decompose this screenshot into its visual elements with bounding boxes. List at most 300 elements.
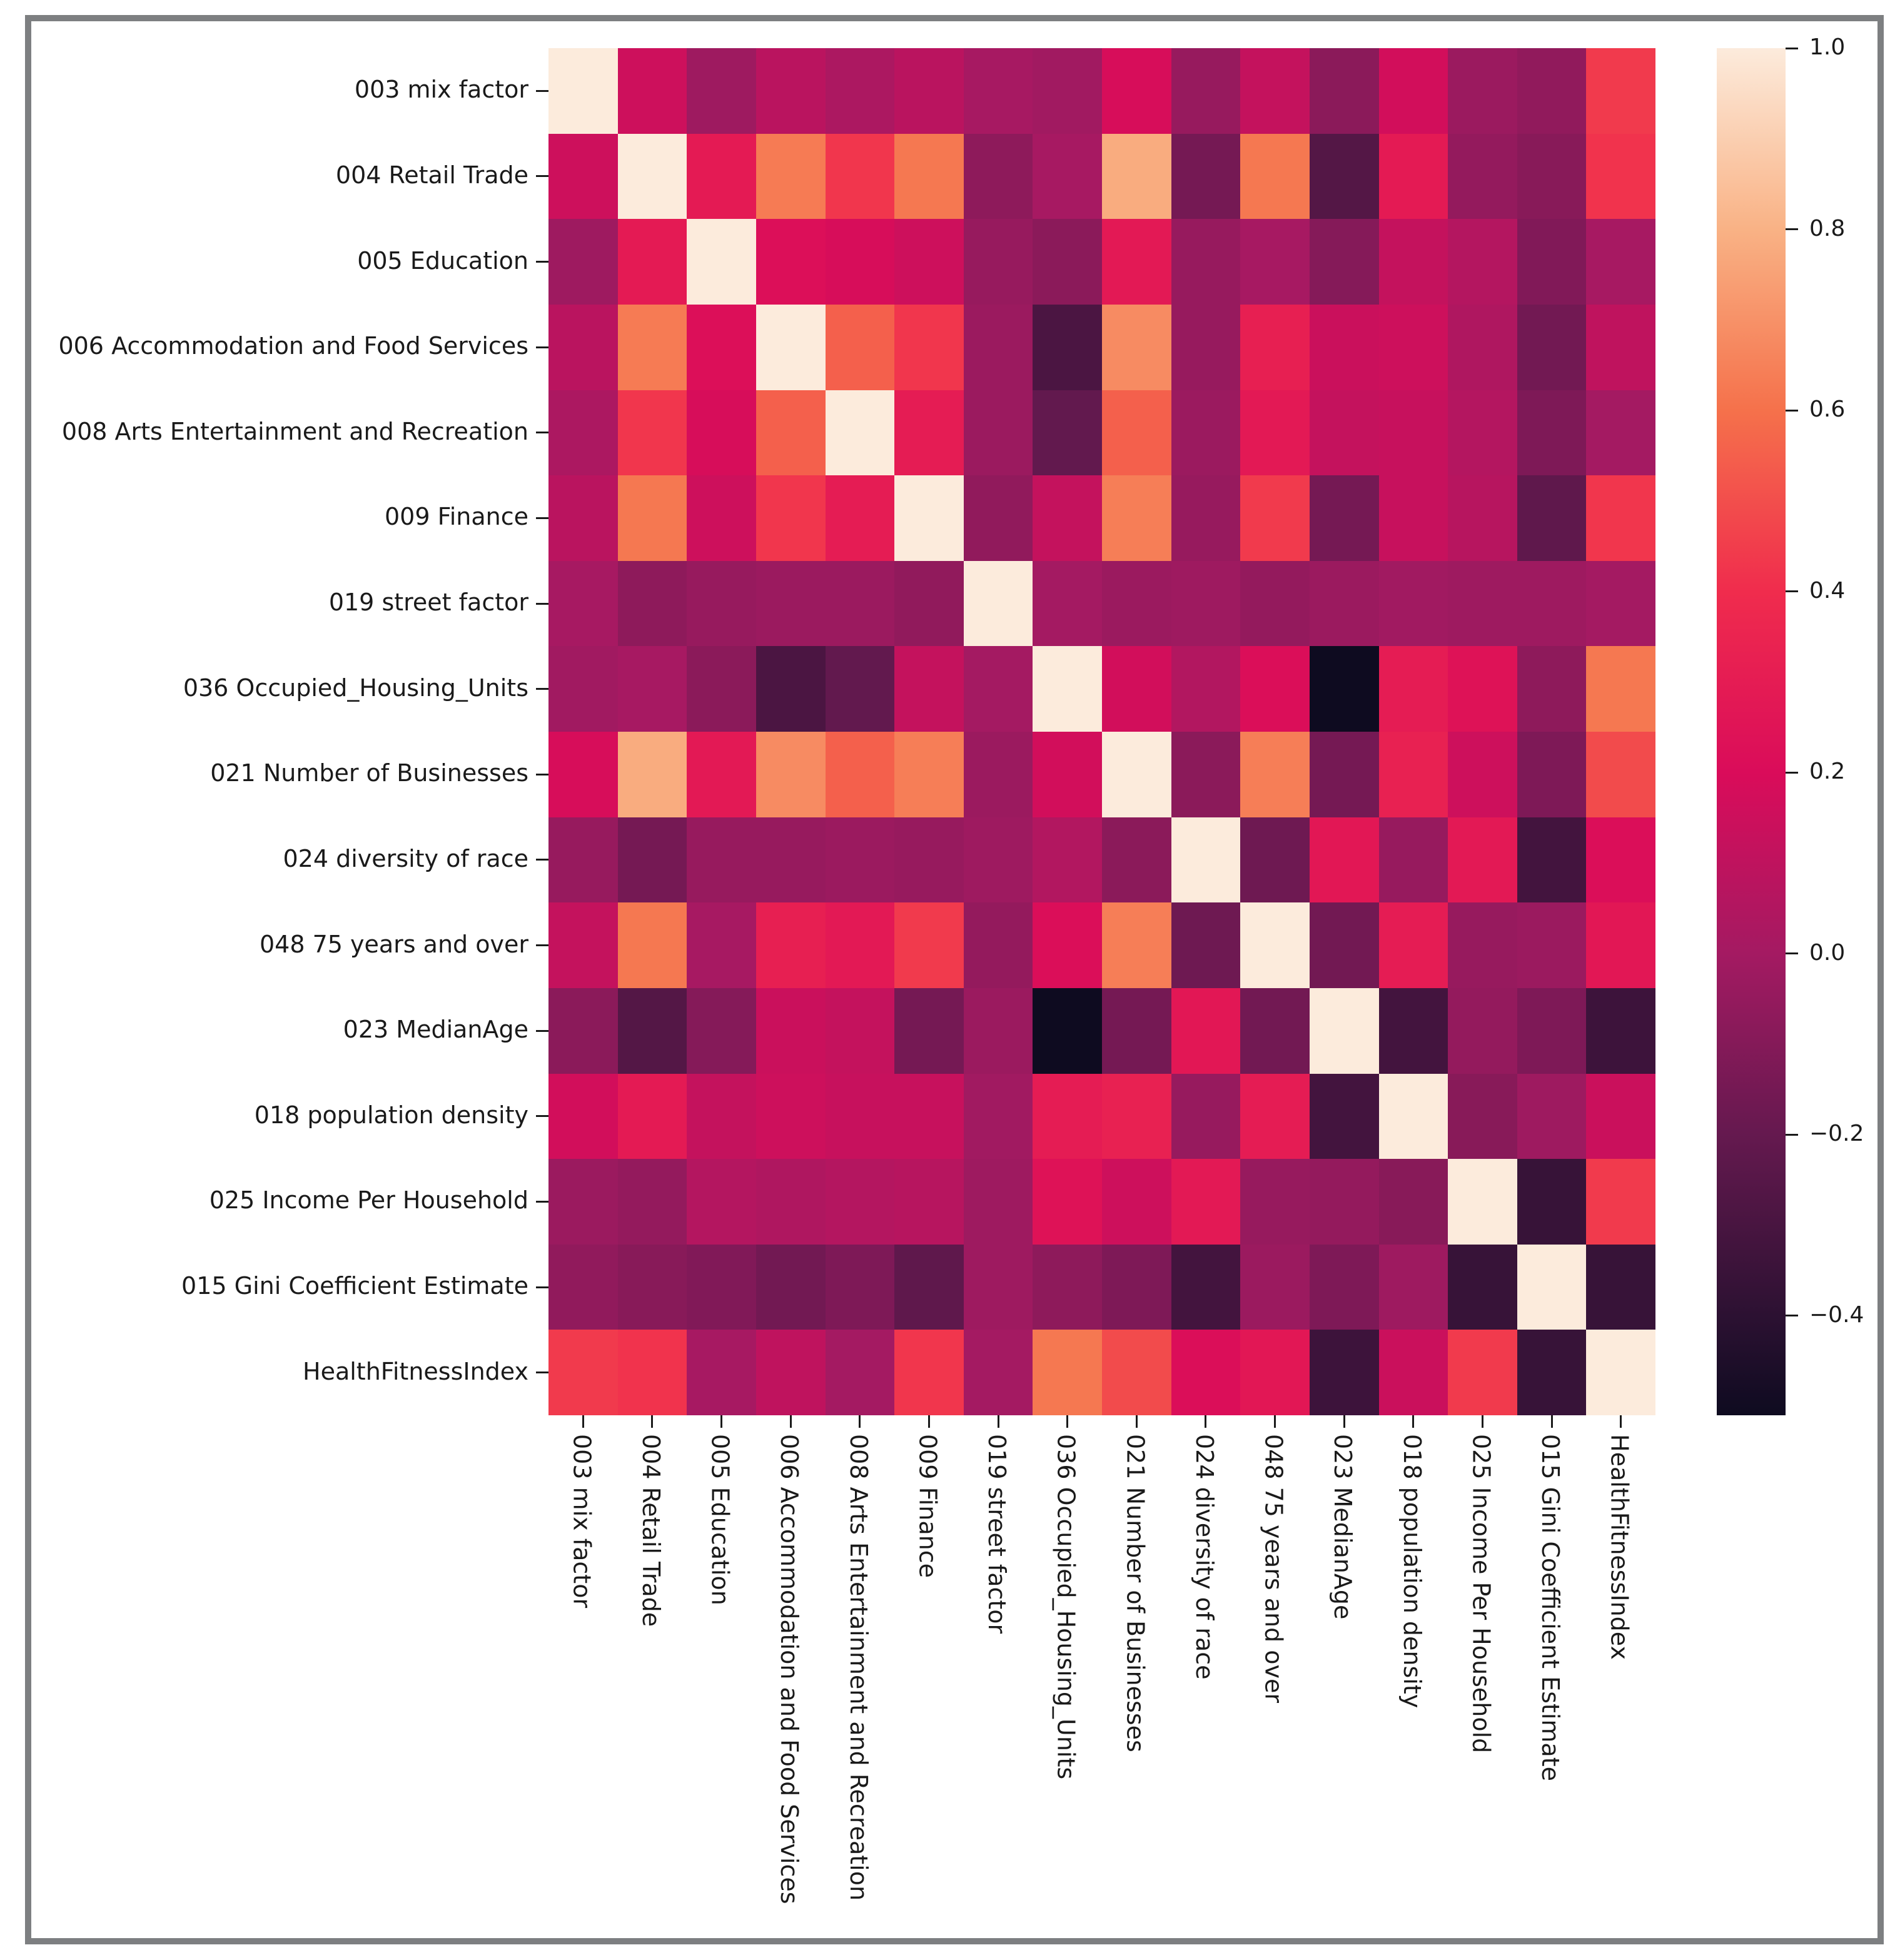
heatmap-cell (1586, 134, 1655, 220)
heatmap-cell (826, 390, 895, 476)
heatmap-cell (687, 817, 756, 903)
y-axis-tick (536, 1371, 548, 1373)
y-axis-tick (536, 90, 548, 92)
heatmap-cell (1310, 475, 1379, 561)
x-axis-tick (1066, 1415, 1068, 1428)
heatmap-cell (1240, 475, 1310, 561)
heatmap-cell (1517, 902, 1587, 988)
x-axis-tick (1482, 1415, 1483, 1428)
heatmap-cell (894, 219, 964, 305)
heatmap-cell (1310, 561, 1379, 647)
heatmap-cell (1033, 305, 1102, 390)
heatmap-cell (1379, 817, 1448, 903)
y-axis-tick (536, 688, 548, 690)
heatmap-cell (1033, 134, 1102, 220)
heatmap-cell (964, 475, 1033, 561)
heatmap-cell (964, 1074, 1033, 1159)
heatmap-cell (894, 988, 964, 1074)
heatmap-cell (618, 1159, 687, 1245)
heatmap-cell (618, 1074, 687, 1159)
heatmap-cell (1310, 646, 1379, 732)
y-axis-tick (536, 1201, 548, 1203)
colorbar-tick (1786, 952, 1798, 954)
heatmap-cell (1586, 1330, 1655, 1415)
colorbar-tick-label: 0.4 (1809, 577, 1846, 604)
heatmap-cell (1033, 1159, 1102, 1245)
heatmap-cell (1240, 1159, 1310, 1245)
heatmap-cell (1379, 390, 1448, 476)
heatmap-cell (964, 1159, 1033, 1245)
heatmap-cell (826, 1074, 895, 1159)
heatmap-cell (1379, 1330, 1448, 1415)
heatmap-cell (826, 732, 895, 817)
colorbar-tick (1786, 410, 1798, 412)
y-axis-label: 021 Number of Businesses (210, 759, 528, 787)
heatmap-cell (618, 646, 687, 732)
heatmap-cell (1240, 1330, 1310, 1415)
colorbar-tick (1786, 228, 1798, 230)
x-axis-label: 025 Income Per Household (1467, 1434, 1495, 1754)
y-axis-tick (536, 432, 548, 433)
heatmap-cell (1310, 1330, 1379, 1415)
x-axis-tick (790, 1415, 792, 1428)
heatmap-cell (1102, 1074, 1171, 1159)
heatmap-cell (1310, 732, 1379, 817)
heatmap-cell (618, 732, 687, 817)
y-axis-label: 003 mix factor (354, 76, 528, 104)
heatmap-cell (1379, 305, 1448, 390)
heatmap-cell (1240, 1074, 1310, 1159)
y-axis-tick (536, 603, 548, 605)
heatmap-cell (618, 475, 687, 561)
heatmap-cell (894, 817, 964, 903)
heatmap-cell (1171, 1245, 1241, 1330)
x-axis-label: 024 diversity of race (1190, 1434, 1218, 1680)
y-axis-label: 015 Gini Coefficient Estimate (181, 1272, 528, 1300)
heatmap-cell (618, 1245, 687, 1330)
heatmap-cell (1586, 988, 1655, 1074)
heatmap-cell (1379, 732, 1448, 817)
heatmap-cell (1310, 817, 1379, 903)
colorbar-tick (1786, 590, 1798, 592)
heatmap-cell (618, 219, 687, 305)
heatmap-cell (1171, 475, 1241, 561)
heatmap-cell (1240, 988, 1310, 1074)
heatmap-cell (687, 475, 756, 561)
heatmap-cell (1517, 817, 1587, 903)
heatmap-cell (1586, 1074, 1655, 1159)
heatmap-cell (687, 1330, 756, 1415)
heatmap-cell (964, 817, 1033, 903)
heatmap-cell (1448, 732, 1517, 817)
heatmap-cell (1586, 1159, 1655, 1245)
heatmap-cell (687, 1074, 756, 1159)
heatmap-cell (1033, 219, 1102, 305)
heatmap-cell (1517, 134, 1587, 220)
heatmap-cell (1310, 1074, 1379, 1159)
heatmap-cell (548, 48, 618, 134)
heatmap-cell (826, 1245, 895, 1330)
heatmap-cell (1379, 134, 1448, 220)
heatmap-cell (1379, 219, 1448, 305)
heatmap-cell (1586, 48, 1655, 134)
heatmap-cell (1310, 988, 1379, 1074)
heatmap-cell (1171, 646, 1241, 732)
heatmap-cell (756, 1245, 826, 1330)
heatmap-cell (1586, 732, 1655, 817)
heatmap-cell (964, 1245, 1033, 1330)
heatmap-cell (548, 1074, 618, 1159)
heatmap-cell (1240, 1245, 1310, 1330)
heatmap-cell (687, 902, 756, 988)
heatmap-cell (1448, 1245, 1517, 1330)
heatmap-cell (548, 219, 618, 305)
heatmap-cell (687, 1245, 756, 1330)
heatmap-cell (1448, 988, 1517, 1074)
heatmap-cell (894, 390, 964, 476)
heatmap-cell (1448, 902, 1517, 988)
heatmap-cell (1586, 646, 1655, 732)
x-axis-tick (1412, 1415, 1414, 1428)
heatmap-cell (548, 646, 618, 732)
heatmap-cell (1448, 390, 1517, 476)
y-axis-label: 048 75 years and over (259, 930, 528, 958)
x-axis-tick (1205, 1415, 1206, 1428)
heatmap-cell (1033, 988, 1102, 1074)
heatmap-cell (1171, 1330, 1241, 1415)
heatmap-cell (1379, 1074, 1448, 1159)
heatmap-cell (1310, 1159, 1379, 1245)
heatmap-cell (1171, 561, 1241, 647)
heatmap-cell (1379, 646, 1448, 732)
heatmap-cell (1448, 134, 1517, 220)
heatmap-cell (1448, 1330, 1517, 1415)
heatmap-cell (1448, 475, 1517, 561)
x-axis-tick (582, 1415, 584, 1428)
heatmap-cell (548, 1330, 618, 1415)
y-axis-tick (536, 346, 548, 348)
x-axis-label: 008 Arts Entertainment and Recreation (844, 1434, 872, 1901)
heatmap-cell (1379, 561, 1448, 647)
heatmap-cell (1586, 305, 1655, 390)
colorbar-tick (1786, 1315, 1798, 1316)
heatmap-cell (826, 219, 895, 305)
heatmap-cell (1448, 305, 1517, 390)
heatmap-cell (1171, 390, 1241, 476)
heatmap-cell (756, 390, 826, 476)
heatmap-cell (826, 646, 895, 732)
heatmap-cell (1586, 817, 1655, 903)
heatmap-cell (756, 475, 826, 561)
heatmap-cell (618, 1330, 687, 1415)
heatmap-cell (1517, 561, 1587, 647)
heatmap-cell (1379, 1159, 1448, 1245)
y-axis-tick (536, 774, 548, 775)
heatmap-cell (964, 134, 1033, 220)
heatmap-cell (1379, 48, 1448, 134)
heatmap-cell (964, 902, 1033, 988)
heatmap-cell (687, 390, 756, 476)
heatmap-cell (1310, 390, 1379, 476)
colorbar-tick-label: 0.6 (1809, 397, 1846, 423)
x-axis-label: 003 mix factor (568, 1434, 596, 1609)
y-axis-tick (536, 1115, 548, 1117)
heatmap-cell (756, 1074, 826, 1159)
heatmap-cell (1517, 48, 1587, 134)
heatmap-cell (1171, 817, 1241, 903)
heatmap-cell (1102, 732, 1171, 817)
heatmap-cell (1379, 902, 1448, 988)
heatmap-cell (756, 305, 826, 390)
heatmap-cell (1171, 1159, 1241, 1245)
heatmap-cell (1102, 1159, 1171, 1245)
heatmap-cell (618, 561, 687, 647)
y-axis-tick (536, 517, 548, 519)
heatmap-cell (1517, 390, 1587, 476)
colorbar-tick-label: 0.2 (1809, 759, 1846, 785)
heatmap-cell (1033, 1074, 1102, 1159)
x-axis-tick (859, 1415, 861, 1428)
colorbar-tick (1786, 772, 1798, 774)
heatmap-grid (548, 48, 1655, 1415)
heatmap-cell (1033, 475, 1102, 561)
x-axis-tick (651, 1415, 653, 1428)
heatmap-cell (618, 902, 687, 988)
x-axis-label: 018 population density (1398, 1434, 1426, 1709)
heatmap-cell (687, 305, 756, 390)
heatmap-cell (894, 1245, 964, 1330)
heatmap-cell (1448, 561, 1517, 647)
heatmap-cell (826, 305, 895, 390)
heatmap-cell (548, 1245, 618, 1330)
heatmap-cell (826, 817, 895, 903)
heatmap-cell (1240, 732, 1310, 817)
heatmap-cell (1240, 219, 1310, 305)
heatmap-cell (826, 48, 895, 134)
heatmap-cell (1517, 732, 1587, 817)
x-axis-tick (720, 1415, 722, 1428)
y-axis-label: 025 Income Per Household (209, 1186, 528, 1215)
heatmap-cell (826, 1330, 895, 1415)
heatmap-cell (618, 988, 687, 1074)
heatmap-cell (1102, 390, 1171, 476)
x-axis-label: 005 Education (706, 1434, 734, 1605)
colorbar-tick (1786, 1134, 1798, 1136)
heatmap-cell (1033, 817, 1102, 903)
heatmap-cell (1448, 48, 1517, 134)
heatmap-cell (1171, 902, 1241, 988)
x-axis-tick (1343, 1415, 1345, 1428)
heatmap-cell (548, 561, 618, 647)
heatmap-cell (1102, 1330, 1171, 1415)
heatmap-cell (1240, 134, 1310, 220)
heatmap-cell (1586, 475, 1655, 561)
heatmap-cell (1310, 48, 1379, 134)
heatmap-cell (548, 475, 618, 561)
heatmap-cell (618, 48, 687, 134)
heatmap-cell (1102, 1245, 1171, 1330)
heatmap-cell (1171, 305, 1241, 390)
heatmap-cell (1102, 988, 1171, 1074)
y-axis-label: 009 Finance (385, 503, 528, 531)
heatmap-cell (894, 48, 964, 134)
heatmap-cell (1033, 1245, 1102, 1330)
heatmap-cell (894, 1074, 964, 1159)
y-axis-label: 024 diversity of race (283, 844, 528, 872)
heatmap-cell (1102, 475, 1171, 561)
heatmap-cell (1586, 390, 1655, 476)
heatmap-cell (894, 646, 964, 732)
heatmap-cell (1102, 561, 1171, 647)
heatmap-cell (548, 390, 618, 476)
heatmap-cell (894, 475, 964, 561)
y-axis-label: 008 Arts Entertainment and Recreation (61, 417, 528, 445)
heatmap-cell (687, 1159, 756, 1245)
heatmap-cell (548, 817, 618, 903)
heatmap-cell (1240, 646, 1310, 732)
y-axis-tick (536, 859, 548, 861)
x-axis-label: 036 Occupied_Housing_Units (1052, 1434, 1080, 1780)
heatmap-cell (687, 48, 756, 134)
heatmap-cell (687, 561, 756, 647)
colorbar-tick-label: 0.8 (1809, 215, 1846, 241)
heatmap-cell (1102, 902, 1171, 988)
heatmap-cell (548, 1159, 618, 1245)
heatmap-cell (1102, 134, 1171, 220)
heatmap-cell (894, 902, 964, 988)
y-axis-label: 036 Occupied_Housing_Units (183, 674, 528, 702)
x-axis-label: 009 Finance (914, 1434, 942, 1578)
heatmap-cell (1171, 48, 1241, 134)
y-axis-tick (536, 944, 548, 946)
heatmap-cell (1310, 305, 1379, 390)
heatmap-cell (548, 305, 618, 390)
heatmap-cell (756, 48, 826, 134)
heatmap-cell (1517, 305, 1587, 390)
heatmap-cell (964, 732, 1033, 817)
heatmap-cell (1033, 646, 1102, 732)
heatmap-cell (1033, 732, 1102, 817)
heatmap-cell (1240, 390, 1310, 476)
heatmap-cell (618, 817, 687, 903)
heatmap-cell (826, 902, 895, 988)
heatmap-cell (687, 134, 756, 220)
heatmap-cell (964, 646, 1033, 732)
heatmap-cell (1586, 561, 1655, 647)
heatmap-cell (1033, 902, 1102, 988)
heatmap-cell (964, 390, 1033, 476)
heatmap-cell (687, 732, 756, 817)
heatmap-cell (1171, 1074, 1241, 1159)
y-axis-tick (536, 1030, 548, 1032)
x-axis-tick (1136, 1415, 1138, 1428)
heatmap-cell (1240, 48, 1310, 134)
colorbar-tick-label: −0.4 (1809, 1301, 1864, 1328)
heatmap-cell (964, 988, 1033, 1074)
heatmap-cell (1171, 219, 1241, 305)
heatmap-cell (964, 561, 1033, 647)
heatmap-cell (756, 134, 826, 220)
heatmap-cell (1240, 305, 1310, 390)
x-axis-label: HealthFitnessIndex (1605, 1434, 1634, 1660)
colorbar-tick-label: 1.0 (1809, 34, 1846, 60)
heatmap-cell (826, 475, 895, 561)
heatmap-cell (1310, 1245, 1379, 1330)
heatmap-cell (826, 1159, 895, 1245)
heatmap-cell (964, 305, 1033, 390)
x-axis-label: 048 75 years and over (1260, 1434, 1288, 1704)
heatmap-cell (1379, 475, 1448, 561)
heatmap-cell (1379, 988, 1448, 1074)
x-axis-label: 021 Number of Businesses (1121, 1434, 1150, 1752)
heatmap-cell (756, 1330, 826, 1415)
heatmap-cell (894, 305, 964, 390)
heatmap-cell (1033, 48, 1102, 134)
y-axis-tick (536, 1286, 548, 1288)
heatmap-cell (964, 48, 1033, 134)
colorbar-tick-label: 0.0 (1809, 939, 1846, 966)
heatmap-cell (826, 561, 895, 647)
heatmap-cell (1586, 902, 1655, 988)
heatmap-cell (618, 390, 687, 476)
heatmap-cell (1171, 134, 1241, 220)
heatmap-cell (1448, 1159, 1517, 1245)
x-axis-label: 006 Accommodation and Food Services (776, 1434, 804, 1904)
heatmap-cell (1240, 561, 1310, 647)
heatmap-cell (1586, 1245, 1655, 1330)
heatmap-cell (756, 219, 826, 305)
heatmap-cell (1171, 732, 1241, 817)
heatmap-cell (1448, 646, 1517, 732)
heatmap-cell (548, 988, 618, 1074)
heatmap-cell (1448, 817, 1517, 903)
y-axis-tick (536, 175, 548, 177)
heatmap-cell (1102, 646, 1171, 732)
heatmap-cell (548, 902, 618, 988)
heatmap-cell (1517, 1074, 1587, 1159)
heatmap-cell (1102, 305, 1171, 390)
heatmap-cell (618, 305, 687, 390)
heatmap-cell (826, 988, 895, 1074)
heatmap-cell (894, 561, 964, 647)
x-axis-label: 004 Retail Trade (637, 1434, 665, 1627)
heatmap-cell (1310, 219, 1379, 305)
heatmap-cell (1517, 1330, 1587, 1415)
heatmap-cell (964, 219, 1033, 305)
y-axis-label: 023 MedianAge (343, 1016, 528, 1044)
x-axis-tick (998, 1415, 999, 1428)
heatmap-cell (1102, 48, 1171, 134)
y-axis-label: 004 Retail Trade (335, 161, 528, 189)
heatmap-cell (1033, 1330, 1102, 1415)
x-axis-label: 023 MedianAge (1329, 1434, 1357, 1620)
x-axis-tick (1620, 1415, 1622, 1428)
x-axis-tick (1274, 1415, 1276, 1428)
x-axis-tick (928, 1415, 930, 1428)
y-axis-label: HealthFitnessIndex (303, 1357, 528, 1385)
heatmap-cell (1240, 902, 1310, 988)
heatmap-cell (1517, 1159, 1587, 1245)
heatmap-cell (1517, 219, 1587, 305)
heatmap-cell (1448, 1074, 1517, 1159)
colorbar (1717, 48, 1786, 1415)
heatmap-cell (756, 646, 826, 732)
heatmap-cell (687, 646, 756, 732)
y-axis-label: 006 Accommodation and Food Services (58, 332, 528, 360)
heatmap-cell (1517, 475, 1587, 561)
heatmap-cell (1379, 1245, 1448, 1330)
x-axis-tick (1551, 1415, 1553, 1428)
